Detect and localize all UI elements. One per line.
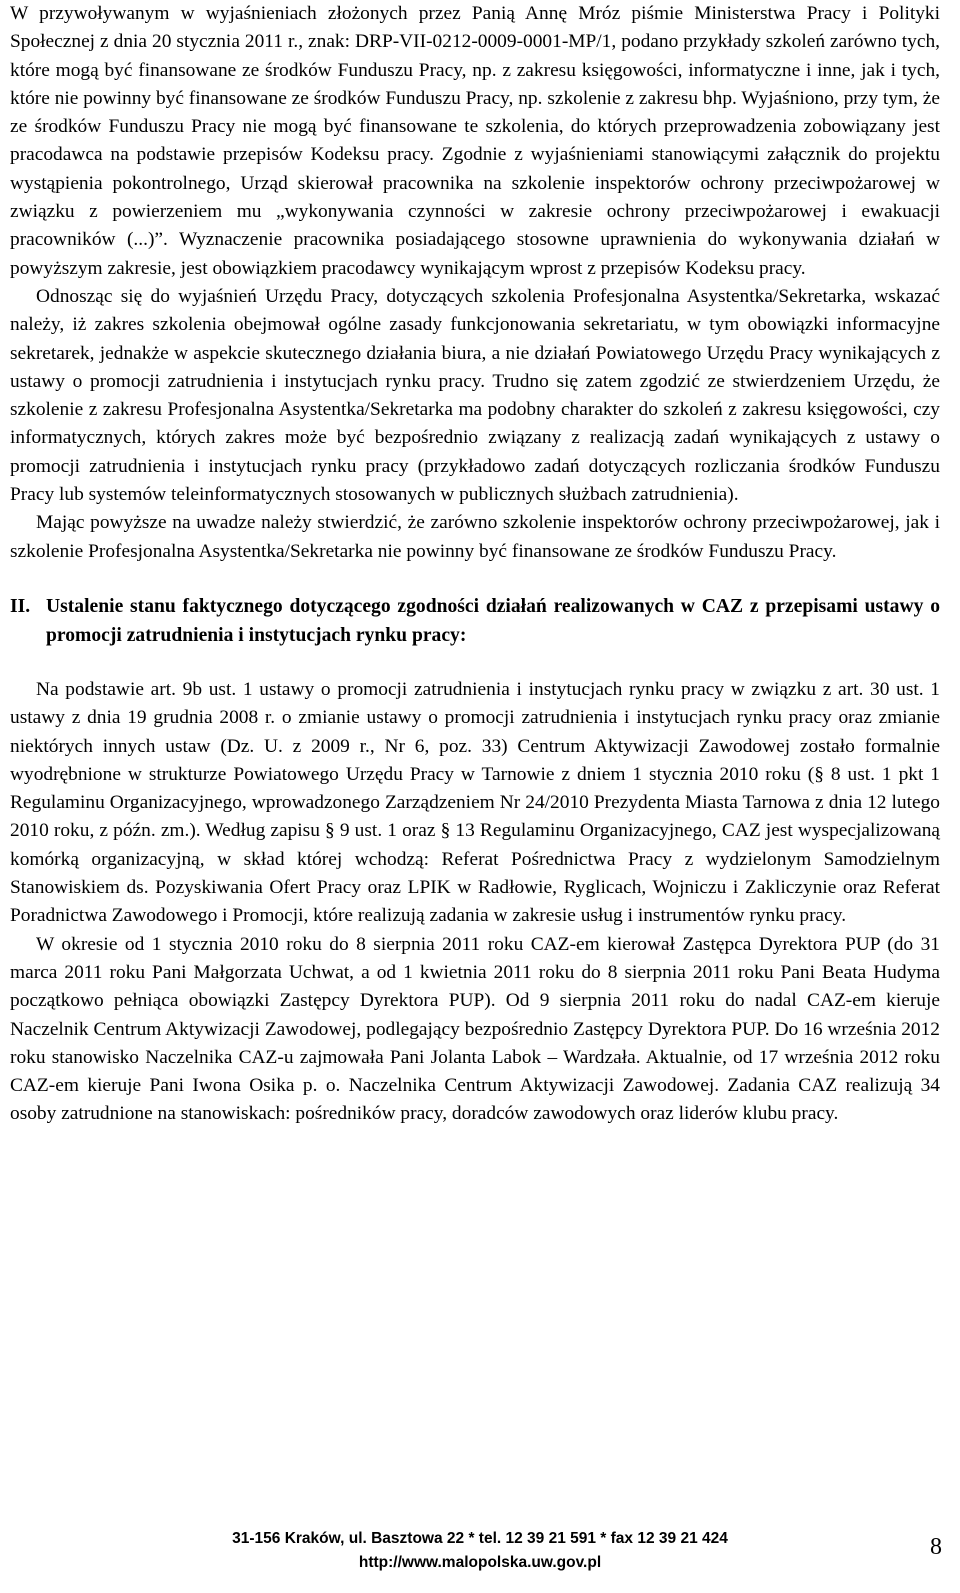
section-title: Ustalenie stanu faktycznego dotyczącego zgodności działań realizowanych w CAZ z przepisami ustawy o promocji zatrudnienia i instytucjach rynku pracy: bbox=[46, 595, 940, 646]
page-footer bbox=[0, 1528, 960, 1588]
paragraph-conclusion: Mając powyższe na uwadze należy stwierdzić, że zarówno szkolenie inspektorów ochrony przeciwpożarowej, jak i szkolenie Profesjonalna Asystentka/Sekretarka nie powinny być finansowane ze środków Funduszu Pracy. bbox=[10, 512, 940, 562]
footer-url: http://www.malopolska.uw.gov.pl bbox=[358, 1554, 602, 1571]
section-number: II. bbox=[10, 595, 31, 617]
page-number: 8 bbox=[930, 1534, 942, 1560]
document-page bbox=[10, 0, 940, 1129]
paragraph-management: W okresie od 1 stycznia 2010 roku do 8 sierpnia 2011 roku CAZ-em kierował Zastępca Dyrektora PUP (do 31 marca 2011 roku Pani Małgorzata Uchwat, a od 1 kwietnia 2011 roku do 8 sierpnia 2011 roku Pani Beata Hudyma początkowo pełniąca obowiązki Zastępcy Dyrektora PUP). Od 9 sierpnia 2011 roku do nadal CAZ-em kieruje Naczelnik Centrum Aktywizacji Zawodowej, podlegający bezpośrednio Zastępcy Dyrektora PUP. Do 16 września 2012 roku stanowisko Naczelnika CAZ-u zajmowała Pani Jolanta Labok – Wardzała. Aktualnie, od 17 września 2012 roku CAZ-em kieruje Pani Iwona Osika p. o. Naczelnika Centrum Aktywizacji Zawodowej. Zadania CAZ realizują 34 osoby zatrudnione na stanowiskach: pośredników pracy, doradców zawodowych oraz liderów klubu pracy. bbox=[10, 933, 940, 1125]
footer-address: 31-156 Kraków, ul. Basztowa 22 * tel. 12 39 21 591 * fax 12 39 21 424 bbox=[232, 1530, 728, 1547]
paragraph-legal-basis: Na podstawie art. 9b ust. 1 ustawy o promocji zatrudnienia i instytucjach rynku pracy w związku z art. 30 ust. 1 ustawy z dnia 19 grudnia 2008 r. o zmianie ustawy o promocji zatrudnienia i instytucjach rynku pracy oraz zmianie niektórych innych ustaw (Dz. U. z 2009 r., Nr 6, poz. 33) Centrum Aktywizacji Zawodowej zostało formalnie wyodrębnione w strukturze Powiatowego Urzędu Pracy w Tarnowie z dniem 1 stycznia 2010 roku (§ 8 ust. 1 pkt 1 Regulaminu Organizacyjnego, wprowadzonego Zarządzeniem Nr 24/2010 Prezydenta Miasta Tarnowa z dnia 12 lutego 2010 roku, z późn. zm.). Według zapisu § 9 ust. 1 oraz § 13 Regulaminu Organizacyjnego, CAZ jest wyspecjalizowaną komórką organizacyjną, w skład której wchodzą: Referat Pośrednictwa Pracy z wydzielonym Samodzielnym Stanowiskiem ds. Pozyskiwania Ofert Pracy oraz LPIK w Radłowie, Ryglicach, Wojniczu i Zakliczynie oraz Referat Poradnictwa Zawodowego i Promocji, które realizują zadania w zakresie usług i instrumentów rynku pracy. bbox=[10, 678, 940, 927]
section-heading bbox=[10, 592, 940, 650]
paragraph-ministry-letter: W przywoływanym w wyjaśnieniach złożonych przez Panią Annę Mróz piśmie Ministerstwa Pracy i Polityki Społecznej z dnia 20 stycznia 2011 r., znak: DRP-VII-0212-0009-0001-MP/1, podano przykłady szkoleń zarówno tych, które mogą być finansowane ze środków Funduszu Pracy, np. z zakresu księgowości, informatyczne i inne, jak i tych, które nie powinny być finansowane ze środków Funduszu Pracy, np. szkolenie z zakresu bhp. Wyjaśniono, przy tym, że ze środków Funduszu Pracy nie mogą być finansowane te szkolenia, do których przeprowadzenia zobowiązany jest pracodawca na podstawie przepisów Kodeksu pracy. Zgodnie z wyjaśnieniami stanowiącymi załącznik do projektu wystąpienia pokontrolnego, Urząd skierował pracownika na szkolenie inspektorów ochrony przeciwpożarowej w związku z powierzeniem mu „wykonywania czynności w zakresie ochrony przeciwpożarowej i ewakuacji pracowników (...)”. Wyznaczenie pracownika posiadającego stosowne uprawnienia do wykonywania działań w powyższym zakresie, jest obowiązkiem pracodawcy wynikającym wprost z przepisów Kodeksu pracy. bbox=[10, 3, 940, 279]
spacer bbox=[10, 650, 940, 676]
paragraph-assistant-training: Odnosząc się do wyjaśnień Urzędu Pracy, dotyczących szkolenia Profesjonalna Asystentka/Sekretarka, wskazać należy, iż zakres szkolenia obejmował ogólne zasady funkcjonowania sekretariatu, w tym obowiązki informacyjne sekretarek, jednakże w aspekcie skutecznego działania biura, a nie działań Powiatowego Urzędu Pracy wynikających z ustawy o promocji zatrudnienia i instytucjach rynku pracy. Trudno się zatem zgodzić ze stwierdzeniem Urzędu, że szkolenie z zakresu Profesjonalna Asystentka/Sekretarka ma podobny charakter do szkoleń z zakresu księgowości, czy informatycznych, których zakres może być bezpośrednio związany z realizacją zadań wynikających z ustawy o promocji zatrudnienia i instytucjach rynku pracy (przykładowo zadań dotyczących rozliczania środków Funduszu Pracy lub systemów teleinformatycznych stosowanych w publicznych służbach zatrudnienia). bbox=[10, 285, 940, 506]
